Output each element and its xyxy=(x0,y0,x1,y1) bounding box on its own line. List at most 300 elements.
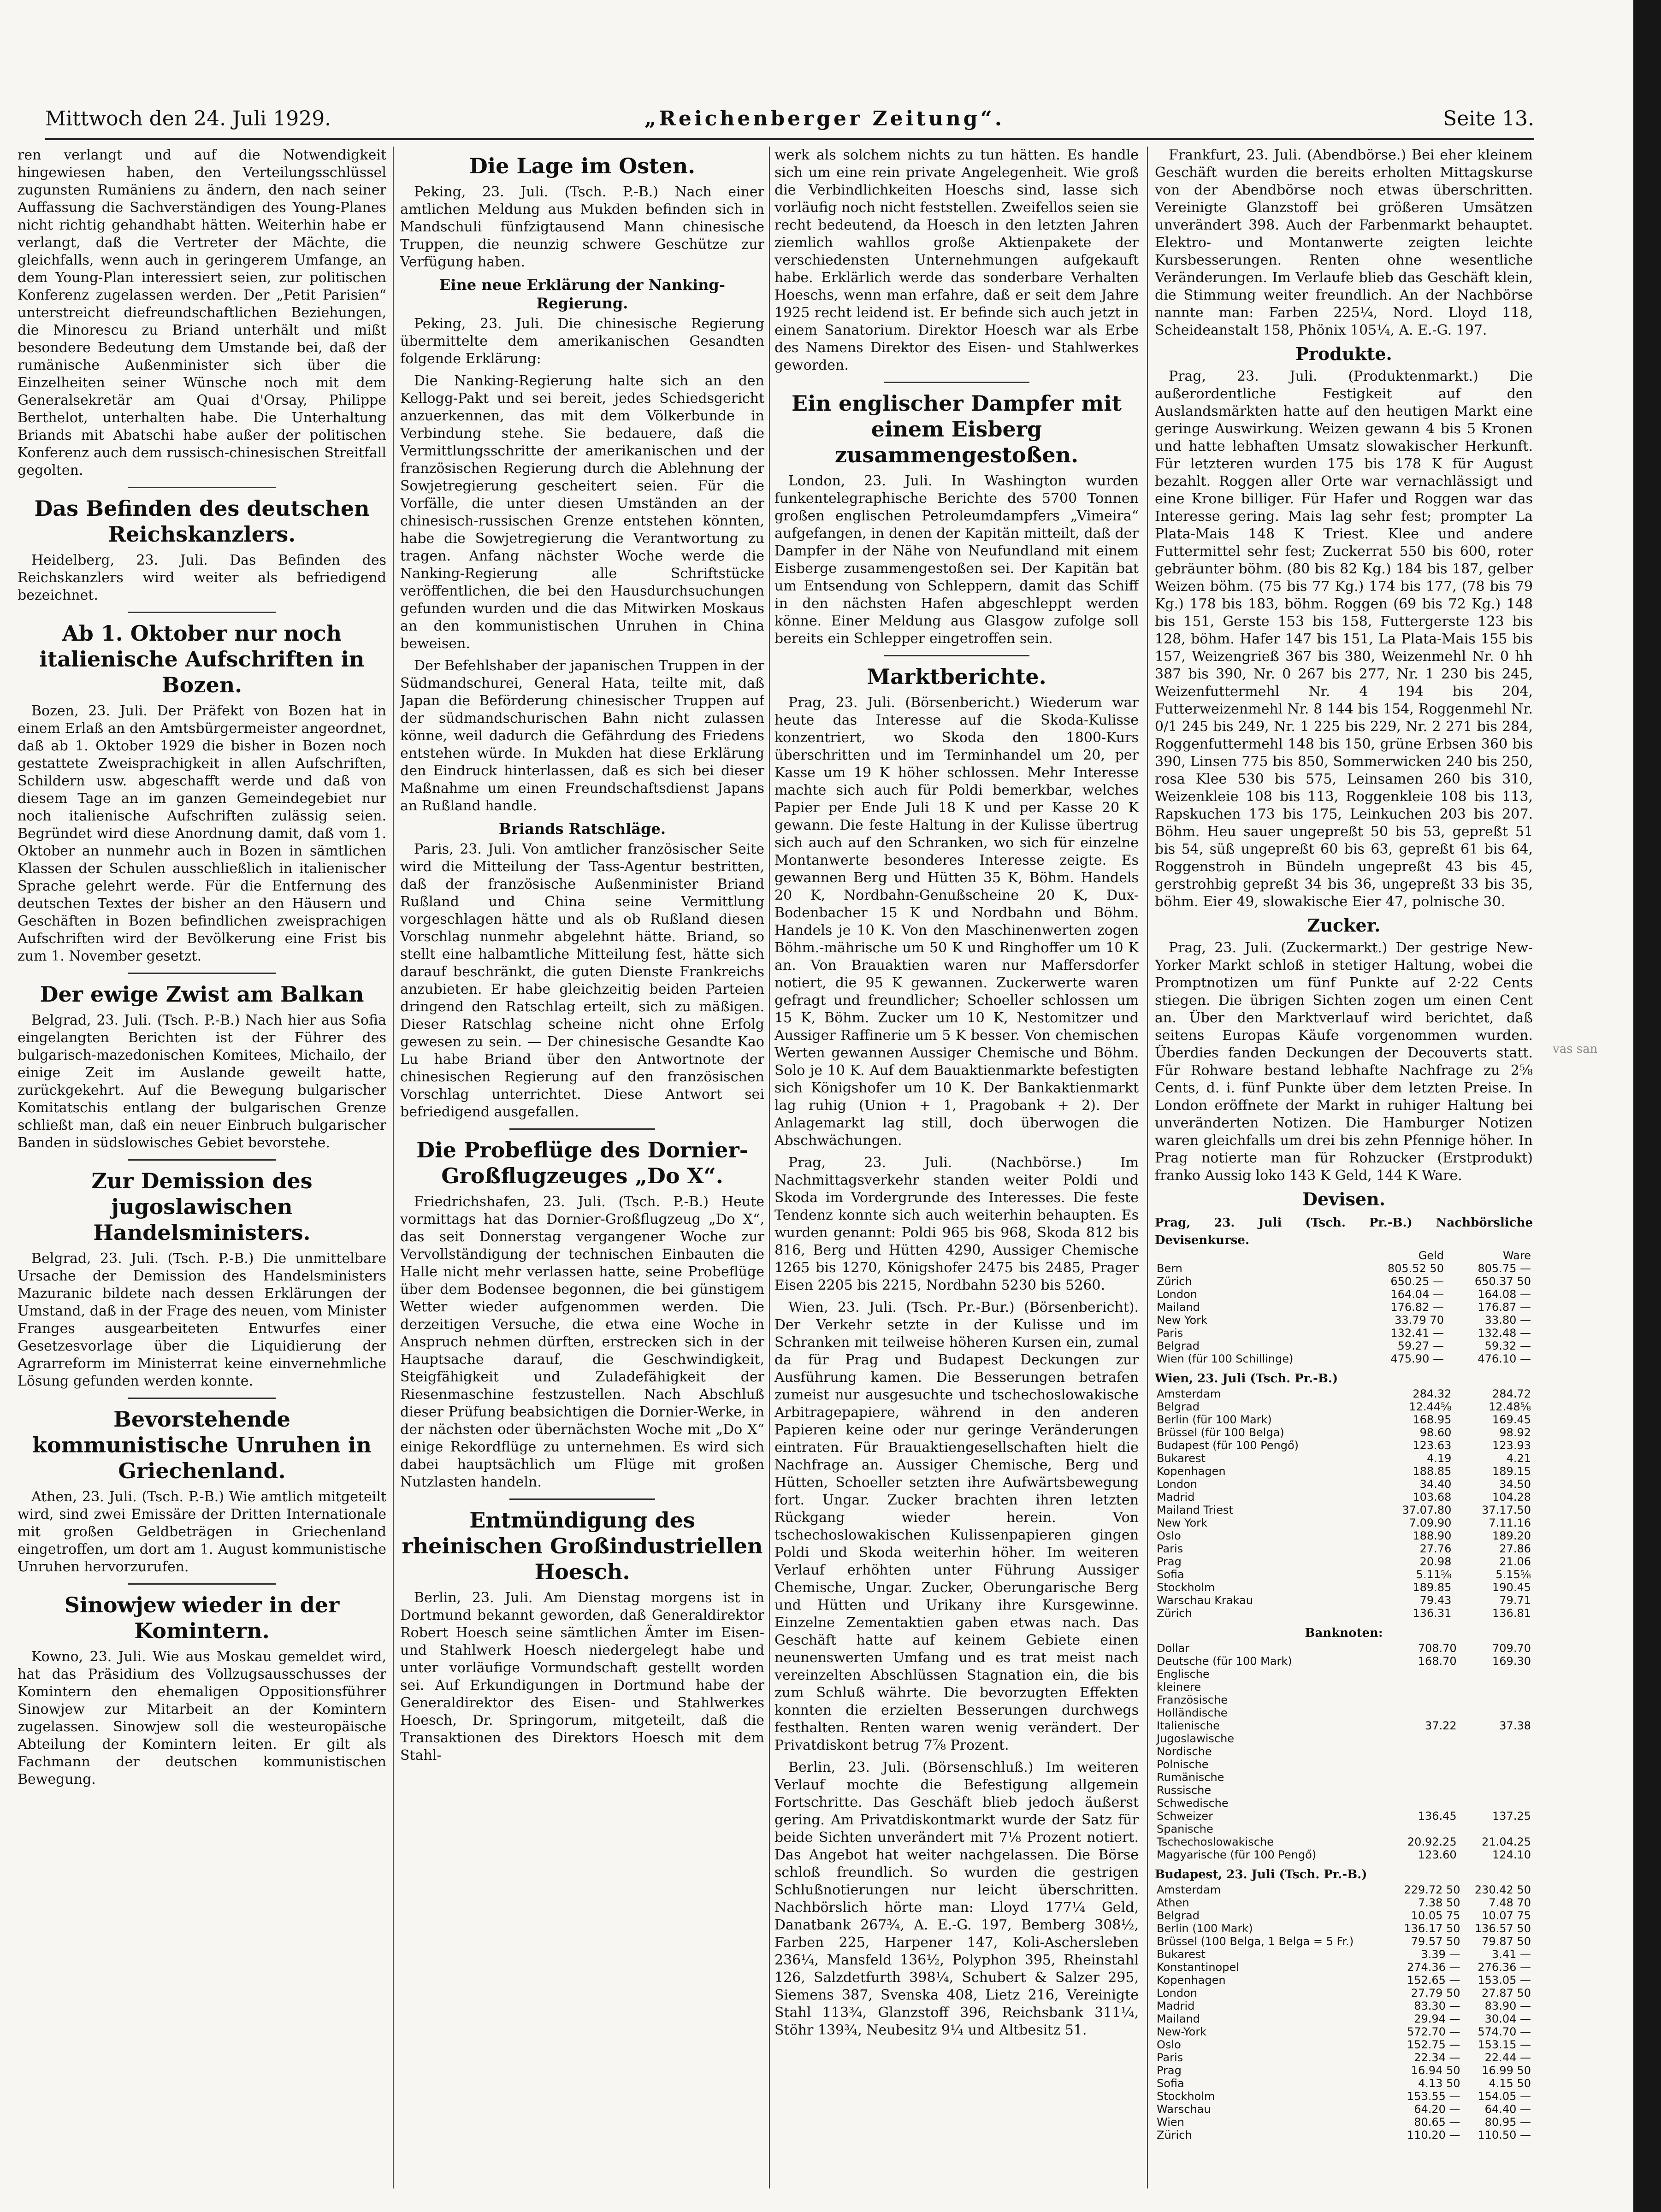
table-row xyxy=(1155,2025,1533,2038)
currency-name: Paris xyxy=(1157,1542,1183,1555)
rate-ware xyxy=(1459,1668,1533,1681)
rate-geld: 10.05 75 xyxy=(1411,1909,1460,1922)
rate-ware: 476.10 — xyxy=(1478,1352,1531,1365)
currency-name: Warschau xyxy=(1157,2103,1211,2116)
rate-geld xyxy=(1384,1797,1458,1810)
table-row xyxy=(1155,1413,1533,1426)
rate-ware: 154.05 — xyxy=(1478,2090,1531,2103)
currency-name: Wien (für 100 Schillinge) xyxy=(1157,1352,1294,1365)
table-row xyxy=(1155,1607,1533,1620)
currency-name: Bukarest xyxy=(1157,1948,1206,1961)
currency-name: Bukarest xyxy=(1157,1452,1206,1465)
table-row xyxy=(1155,1784,1533,1797)
rate-geld: 20.98 xyxy=(1419,1555,1452,1568)
rate-ware: 80.95 — xyxy=(1484,2116,1531,2129)
rate-ware: 4.15 50 xyxy=(1489,2077,1531,2090)
rate-geld: 29.94 — xyxy=(1414,2012,1460,2025)
table-row xyxy=(1155,1581,1533,1594)
rate-ware xyxy=(1459,1681,1533,1693)
currency-name: Belgrad xyxy=(1157,1339,1200,1352)
rate-ware: 79.87 50 xyxy=(1482,1935,1531,1948)
table-row xyxy=(1155,1823,1533,1835)
currency-name: Wien xyxy=(1157,2116,1184,2129)
rate-ware: 33.80 — xyxy=(1484,1314,1531,1327)
article-continuation: werk als solchem nichts zu tun hätten. Es handle sich um eine rein private Angelegenheit. Wie groß die Verbindlichkeiten Hoeschs sind, lasse sich vorläufig noch nicht feststellen. Zweifellos seien sie recht bedeutend, da Hoesch in den letzten Jahren ziemlich wahllos große Aktienpakete der verschiedensten Unternehmungen aufgekauft habe. Erklärlich werde das sonderbare Verhalten Hoeschs, wenn man erfahre, daß er seit dem Jahre 1925 recht leidend ist. Er befinde sich auch jetzt in einem Sanatorium. Direktor Hoesch war als Erbe des Namens Direktor des Eisen- und Stahlwerkes geworden. xyxy=(774,147,1139,373)
table-row xyxy=(1155,1491,1533,1504)
rate-geld: 22.34 — xyxy=(1414,2051,1460,2064)
separator xyxy=(509,1128,655,1130)
currency-name: Amsterdam xyxy=(1157,1387,1221,1400)
currency-name: Französische xyxy=(1157,1693,1228,1706)
rate-geld: 572.70 — xyxy=(1407,2025,1460,2038)
currency-name: Belgrad xyxy=(1157,1909,1200,1922)
rate-geld xyxy=(1384,1784,1458,1797)
rate-geld: 176.82 — xyxy=(1390,1301,1444,1314)
rate-ware: 37.38 xyxy=(1499,1719,1531,1732)
rate-geld: 284.32 xyxy=(1413,1387,1452,1400)
table-body xyxy=(1155,1883,1533,2141)
currency-name: Zürich xyxy=(1157,1275,1192,1288)
table-row xyxy=(1155,1275,1533,1288)
table-row xyxy=(1155,1896,1533,1909)
rates-table-banknoten xyxy=(1155,1642,1533,1861)
headline-zucker: Zucker. xyxy=(1307,915,1381,936)
rate-ware: 64.40 — xyxy=(1484,2103,1531,2116)
rate-ware: 132.48 — xyxy=(1478,1327,1531,1339)
table-row xyxy=(1155,1426,1533,1439)
article-body: London, 23. Juli. In Washington wurden funkentelegraphische Berichte des 5700 Tonnen großen englischen Petroleumdampfers „Vimeira“ aufgefangen, in denen der Kapitän mitteilt, daß der Dampfer in der Nähe von Neufundland mit einem Eisberge zusammengestoßen sei. Der Kapitän bat um Entsendung von Schleppern, damit das Schiff in den nächsten Hafen abgeschleppt werden könne. Einer Meldung aus Glasgow zufolge soll bereits ein Schlepper eingetroffen sein. xyxy=(774,473,1139,647)
table-row xyxy=(1155,1642,1533,1655)
rate-ware: 5.15⅝ xyxy=(1495,1568,1531,1581)
table-row xyxy=(1155,1719,1533,1732)
table-header-row xyxy=(1155,1249,1533,1262)
rate-ware: 21.04.25 xyxy=(1482,1835,1531,1848)
currency-name: Tschechoslowakische xyxy=(1157,1835,1274,1848)
rate-geld xyxy=(1384,1758,1458,1771)
table-row xyxy=(1155,1555,1533,1568)
table-row xyxy=(1155,1732,1533,1745)
rate-geld: 80.65 — xyxy=(1414,2116,1460,2129)
table-row xyxy=(1155,1655,1533,1668)
currency-name: Polnische xyxy=(1157,1758,1209,1771)
currency-name: Konstantinopel xyxy=(1157,1961,1239,1974)
rate-ware: 169.30 xyxy=(1492,1655,1531,1668)
article-body: Peking, 23. Juli. (Tsch. P.-B.) Nach einer amtlichen Meldung aus Mukden befinden sich in Mandschuli fünfzigtausend Mann chinesische Truppen, die neunzig schwere Geschütze zur Verfügung haben. xyxy=(400,184,764,270)
scan-edge-right xyxy=(1633,0,1661,2212)
rate-ware: 21.06 xyxy=(1499,1555,1531,1568)
rate-geld: 153.55 — xyxy=(1407,2090,1460,2103)
rate-geld: 79.57 50 xyxy=(1411,1935,1460,1948)
rate-ware: 176.87 — xyxy=(1478,1301,1531,1314)
rate-ware: 137.25 xyxy=(1492,1810,1531,1823)
rate-geld: 168.70 xyxy=(1418,1655,1457,1668)
currency-name: London xyxy=(1157,1478,1197,1491)
headline-dornier: Die Probeflüge des Dornier-Großflugzeuges „Do X“. xyxy=(416,1138,748,1188)
article-body: Athen, 23. Juli. (Tsch. P.-B.) Wie amtlich mitgeteilt wird, sind zwei Emissäre der Dritten Internationale mit großen Geldbeträgen in Griechenland eingetroffen, um dort am 1. August kommunistische Unruhen hervorzurufen. xyxy=(18,1489,386,1575)
market-report: Wien, 23. Juli. (Tsch. Pr.-Bur.) (Börsenbericht). Der Verkehr setzte in der Kulisse und im Schranken mit teilweise höheren Kursen ein, zumal da für Prag und Budapest Deckungen zur Ausführung kamen. Die Besserungen betrafen zumeist nur ausgesuchte und tschechoslowakische Arbitragepapiere, während in den anderen Papieren keine oder nur geringe Veränderungen eintraten. Für Brauaktiengesellschaften hielt die Nachfrage an. Aussiger Chemische, Berg und Hütten, Schoeller setzten ihre Aufwärtsbewegung fort. Ungar. Zucker brachten ihren letzten Rückgang wieder herein. Von tschechoslowakischen Kulissenpapieren gingen Poldi und Skoda weiterhin höher. Im weiteren Verlauf erhöhten unter Führung Aussiger Chemische, Ungar. Zucker, Oberungarische Berg und Hütten und Urikany ihre Kursgewinne. Einzelne Zementaktien gaben etwas nach. Das Geschäft hatte auf keinem Gebiete einen neunenswerten Umfang und es trat meist nach vereinzelten Abschlüssen Stagnation ein, die bis zum Schluß währte. Die bevorzugten Effekten konnten die erzielten Besserungen durchwegs festhalten. Renten waren wenig verändert. Der Privatdiskont betrug 7⅞ Prozent. xyxy=(774,1299,1139,1753)
rates-table-budapest xyxy=(1155,1883,1533,2141)
article-body: Peking, 23. Juli. Die chinesische Regierung übermittelte dem amerikanischen Gesandten folgende Erklärung: xyxy=(400,316,764,367)
table-row xyxy=(1155,1439,1533,1452)
table-title-banknoten: Banknoten: xyxy=(1305,1626,1383,1640)
currency-name: Deutsche (für 100 Mark) xyxy=(1157,1655,1292,1668)
separator xyxy=(128,1159,276,1161)
rate-geld: 123.60 xyxy=(1418,1848,1457,1861)
currency-name: Spanische xyxy=(1157,1823,1213,1835)
table-row xyxy=(1155,1314,1533,1327)
table-row xyxy=(1155,1387,1533,1400)
rate-geld: 34.40 xyxy=(1419,1478,1452,1491)
table-row xyxy=(1155,1465,1533,1478)
table-title-prag: Prag, 23. Juli (Tsch. Pr.-B.) Nachbörsliche Devisenkurse. xyxy=(1155,1216,1533,1247)
subheadline-briand: Briands Ratschläge. xyxy=(499,820,666,838)
table-title-budapest: Budapest, 23. Juli (Tsch. Pr.-B.) xyxy=(1155,1868,1367,1882)
header-page-number: Seite 13. xyxy=(1443,107,1534,130)
table-title-wien: Wien, 23. Juli (Tsch. Pr.-B.) xyxy=(1155,1372,1338,1386)
currency-name: Kopenhagen xyxy=(1157,1974,1226,1987)
rate-geld xyxy=(1384,1681,1458,1693)
table-header: Geld xyxy=(1418,1249,1444,1262)
currency-name: Dollar xyxy=(1157,1642,1190,1655)
table-row xyxy=(1155,1706,1533,1719)
table-row xyxy=(1155,1400,1533,1413)
currency-name: New York xyxy=(1157,1314,1207,1327)
rate-ware: 805.75 — xyxy=(1478,1262,1531,1275)
currency-name: Mailand xyxy=(1157,1301,1200,1314)
table-row xyxy=(1155,2103,1533,2116)
table-row xyxy=(1155,2012,1533,2025)
table-row xyxy=(1155,1974,1533,1987)
table-row xyxy=(1155,1339,1533,1352)
rate-geld: 7.38 50 xyxy=(1418,1896,1460,1909)
market-report: Frankfurt, 23. Juli. (Abendbörse.) Bei eher kleinem Geschäft wurden die bereits erholten Mittagskurse von der Abendbörse noch etwas überschritten. Vereinigte Glanzstoff bei größeren Umsätzen unverändert 398. Auch der Farbenmarkt behauptet. Elektro- und Montanwerte zeigten leichte Kursbesserungen. Renten ohne wesentliche Veränderungen. Im Verlaufe blieb das Geschäft klein, die Stimmung weiter freundlich. An der Nachbörse nannte man: Farben 225¼, Nord. Lloyd 118, Scheideanstalt 158, Phönix 105¼, A. E.-G. 197. xyxy=(1155,147,1533,338)
table-body xyxy=(1155,1642,1533,1861)
rate-ware: 136.81 xyxy=(1492,1607,1531,1620)
currency-name: Warschau Krakau xyxy=(1157,1594,1253,1607)
currency-name: Prag xyxy=(1157,2064,1182,2077)
table-row xyxy=(1155,1935,1533,1948)
separator xyxy=(128,487,276,488)
table-row xyxy=(1155,1327,1533,1339)
rate-geld: 136.45 xyxy=(1418,1810,1457,1823)
rate-ware: 7.48 70 xyxy=(1489,1896,1531,1909)
rate-geld: 5.11⅝ xyxy=(1416,1568,1452,1581)
article-continuation: ren verlangt und auf die Notwendigkeit hingewiesen haben, den Verteilungsschlüssel zugunsten Rumäniens zu ändern, den nach seiner Auffassung die Sachverständigen des Young-Planes nicht richtig gehandhabt hätten. Weiterhin habe er verlangt, daß die Vertreter der Mächte, die gleichfalls, wenn auch in geringerem Umfange, an dem Young-Plan interessiert seien, zur politischen Konferenz zugelassen werden. Der „Petit Parisien“ unterstreicht diefreundschaftlichen Beziehungen, die Minorescu zu Briand unterhält und mißt besondere Bedeutung dem Umstande bei, daß der rumänische Außenminister sich über die Einzelheiten seiner Wünsche noch mit dem Generalsekretär am Quai d'Orsay, Philippe Berthelot, unterhalten habe. Die Unterhaltung Briands mit Abatschi habe außer der politischen Konferenz auch dem russisch-chinesischen Streitfall gegolten. xyxy=(18,147,386,478)
rate-ware: 104.28 xyxy=(1492,1491,1531,1504)
header-date: Mittwoch den 24. Juli 1929. xyxy=(45,107,331,130)
rate-geld: 168.95 xyxy=(1413,1413,1452,1426)
table-row xyxy=(1155,1262,1533,1275)
rate-geld: 27.76 xyxy=(1419,1542,1452,1555)
currency-name: Russische xyxy=(1157,1784,1212,1797)
table-row xyxy=(1155,1478,1533,1491)
headline-griechenland: Bevorstehende kommunistische Unruhen in Griechenland. xyxy=(32,1407,372,1483)
currency-name: London xyxy=(1157,1987,1197,2000)
separator xyxy=(509,1498,655,1500)
article-body: Bozen, 23. Juli. Der Präfekt von Bozen hat in einem Erlaß an den Amtsbürgermeister angeordnet, daß ab 1. Oktober 1929 die bisher in Bozen noch gestattete Zweisprachigkeit in allen Aufschriften, Schildern usw. abgeschafft werde und daß von diesem Tage an im ganzen Gemeindegebiet nur noch italienische Aufschriften zulässig seien. Begründet wird diese Anordnung damit, daß vom 1. Oktober an nunmehr auch in Bozen in sämtlichen Klassen der Schulen ausschließlich in italienischer Sprache gelehrt werde. Für die Entfernung des deutschen Textes der bisher an den Häusern und Geschäften in Bozen befindlichen zweisprachigen Aufschriften wird der Bevölkerung eine Frist bis zum 1. November gesetzt. xyxy=(18,703,386,964)
table-row xyxy=(1155,1745,1533,1758)
rate-geld: 37.07.80 xyxy=(1402,1504,1452,1516)
rate-ware xyxy=(1459,1784,1533,1797)
currency-name: Berlin (für 100 Mark) xyxy=(1157,1413,1272,1426)
rate-geld: 110.20 — xyxy=(1407,2129,1460,2141)
rate-geld: 805.52 50 xyxy=(1387,1262,1444,1275)
table-row xyxy=(1155,1848,1533,1861)
rate-geld: 4.13 50 xyxy=(1418,2077,1460,2090)
currency-name: Belgrad xyxy=(1157,1400,1200,1413)
article-body: Belgrad, 23. Juli. (Tsch. P.-B.) Die unmittelbare Ursache der Demission des Handelsministers Mazuranic bildete nach dessen Erklärungen der Umstand, daß in der Frage des neuen, vom Minister Franges ausgearbeiteten Entwurfes einer Gesetzesvorlage über die Liquidierung der Agrarreform im Ministerrat keine einvernehmliche Lösung gefunden werden konnte. xyxy=(18,1251,386,1389)
rate-ware: 124.10 xyxy=(1492,1848,1531,1861)
table-row xyxy=(1155,1693,1533,1706)
rate-ware: 574.70 — xyxy=(1478,2025,1531,2038)
rate-ware: 98.92 xyxy=(1499,1426,1531,1439)
table-row xyxy=(1155,1516,1533,1529)
rate-geld: 152.75 — xyxy=(1407,2038,1460,2051)
rate-geld: 16.94 50 xyxy=(1411,2064,1460,2077)
rate-ware: 3.41 — xyxy=(1491,1948,1531,1961)
rate-ware: 59.32 — xyxy=(1484,1339,1531,1352)
separator xyxy=(884,655,1029,656)
separator xyxy=(128,1398,276,1399)
rate-geld: 475.90 — xyxy=(1390,1352,1444,1365)
rates-table-prag xyxy=(1155,1249,1533,1365)
rate-geld: 103.68 xyxy=(1413,1491,1452,1504)
article-body: Belgrad, 23. Juli. (Tsch. P.-B.) Nach hier aus Sofia eingelangten Berichten ist der Führer des bulgarisch-mazedonischen Komitees, Michailo, der einige Zeit im Auslande geweilt hatte, zurückgekehrt. Auf die Bewegung bulgarischer Komitatschis entlang der bulgarischen Grenze schließt man, daß ein neuer Einbruch bulgarischer Banden in südslowisches Gebiet bevorstehe. xyxy=(18,1012,386,1151)
currency-name: Madrid xyxy=(1157,2000,1195,2012)
rate-geld: 20.92.25 xyxy=(1407,1835,1457,1848)
rate-ware: 136.57 50 xyxy=(1474,1922,1531,1935)
table-row xyxy=(1155,1301,1533,1314)
rate-ware: 164.08 — xyxy=(1478,1288,1531,1301)
article-body: Die Nanking-Regierung halte sich an den Kellogg-Pakt und sei bereit, jedes Schiedsgericht anzuerkennen, das mit dem Völkerbunde in Verbindung stehe. Sie bedauere, daß die Vermittlungsschritte der amerikanischen und der französischen Regierung durch die Ablehnung der Sowjetregierung gescheitert seien. Für die Vorfälle, die unter diesen Umständen an der chinesisch-russischen Grenze entstehen könnten, habe die Sowjetregierung die Verantwortung zu tragen. Anfang nächster Woche werde die Nanking-Regierung alle Schriftstücke veröffentlichen, die bei den Hausdurchsuchungen gefunden wurden und die das Mitwirken Moskaus an den kommunistischen Unruhen in China beweisen. xyxy=(400,373,764,652)
column-1 xyxy=(18,147,386,2188)
currency-name: Bern xyxy=(1157,1262,1182,1275)
rate-geld: 650.25 — xyxy=(1390,1275,1444,1288)
table-row xyxy=(1155,2090,1533,2103)
market-report: Prag, 23. Juli. (Nachbörse.) Im Nachmittagsverkehr standen weiter Poldi und Skoda im Vordergrunde des Interesses. Die feste Tendenz konnte sich auch weiterhin behaupten. Es wurden genannt: Poldi 965 bis 968, Skoda 812 bis 816, Berg und Hütten 4290, Aussiger Chemische 1265 bis 1270, Königshofer 2475 bis 2485, Prager Eisen 2205 bis 2215, Nordbahn 5230 bis 5260. xyxy=(774,1155,1139,1293)
column-2 xyxy=(400,147,764,2188)
rate-geld: 4.19 xyxy=(1426,1452,1452,1465)
table-row xyxy=(1155,1568,1533,1581)
rate-ware: 27.86 xyxy=(1499,1542,1531,1555)
rate-geld: 83.30 — xyxy=(1414,2000,1460,2012)
rate-ware: 7.11.16 xyxy=(1489,1516,1531,1529)
rate-ware: 79.71 xyxy=(1499,1594,1531,1607)
table-row xyxy=(1155,1288,1533,1301)
rate-geld: 3.39 — xyxy=(1421,1948,1460,1961)
market-report: Prag, 23. Juli. (Produktenmarkt.) Die außerordentliche Festigkeit auf den Auslandsmärkten hatte auf den heutigen Markt eine geringe Auswirkung. Weizen gewann 4 bis 5 Kronen und hatte lebhaften Umsatz slowakischer Herkunft. Für letzteren wurden 175 bis 178 K für August bezahlt. Roggen aller Orte war vernachlässigt und eine Krone billiger. Für Hafer und Roggen war das Interesse gering. Mais lag sehr fest; prompter La Plata-Mais 148 K Triest. Klee und andere Futtermittel sehr fest; Zuckerrat 550 bis 600, roter gebräunter böhm. (80 bis 82 Kg.) 184 bis 187, gelber Weizen böhm. (75 bis 77 Kg.) 174 bis 177, (78 bis 79 Kg.) 178 bis 183, böhm. Roggen (69 bis 72 Kg.) 148 bis 151, Gerste 153 bis 158, Futtergerste 123 bis 128, böhm. Hafer 147 bis 151, La Plata-Mais 155 bis 157, Weizengrieß 367 bis 380, Weizenmehl Nr. 0 hh 387 bis 390, Nr. 0 267 bis 277, Nr. 1 230 bis 245, Weizenfuttermehl Nr. 4 194 bis 204, Futterweizenmehl Nr. 8 144 bis 154, Roggenmehl Nr. 0/1 245 bis 249, Nr. 1 225 bis 229, Nr. 2 271 bis 284, Roggenfuttermehl 148 bis 150, grüne Erbsen 360 bis 390, Linsen 775 bis 850, Sommerwicken 240 bis 250, rosa Klee 530 bis 575, Leinsamen 260 bis 310, Weizenkleie 108 bis 113, Roggenkleie 108 bis 113, Rapskuchen 173 bis 175, Leinkuchen 203 bis 207. Böhm. Heu sauer ungepreßt 50 bis 53, gepreßt 51 bis 54, süß ungepreßt 60 bis 63, gepreßt 61 bis 64, Roggenstroh in Bündeln ungepreßt 43 bis 45, gerstrohbig gepreßt 34 bis 36, ungepreßt 33 bis 35, böhm. Eier 49, slowakische Eier 47, polnische 30. xyxy=(1155,368,1533,910)
currency-name: Paris xyxy=(1157,2051,1183,2064)
rate-ware: 83.90 — xyxy=(1484,2000,1531,2012)
currency-name: Nordische xyxy=(1157,1745,1212,1758)
headline-bozen: Ab 1. Oktober nur noch italienische Aufschriften in Bozen. xyxy=(39,621,365,697)
rate-geld: 188.85 xyxy=(1413,1465,1452,1478)
currency-name: Englische xyxy=(1157,1668,1210,1681)
rate-ware: 230.42 50 xyxy=(1474,1883,1531,1896)
rate-geld: 132.41 — xyxy=(1390,1327,1444,1339)
headline-demission: Zur Demission des jugoslawischen Handelsministers. xyxy=(91,1168,313,1245)
rate-ware: 169.45 xyxy=(1492,1413,1531,1426)
rate-geld xyxy=(1384,1745,1458,1758)
currency-name: Schweizer xyxy=(1157,1810,1213,1823)
currency-name: London xyxy=(1157,1288,1197,1301)
rate-ware: 27.87 50 xyxy=(1482,1987,1531,2000)
table-row xyxy=(1155,2051,1533,2064)
market-report: Berlin, 23. Juli. (Börsenschluß.) Im weiteren Verlauf mochte die Befestigung allgemein Fortschritte. Das Geschäft blieb jedoch äußerst gering. Am Privatdiskontmarkt wurde der Satz für beide Sichten unverändert mit 7⅛ Prozent notiert. Das Angebot hat weiter nachgelassen. Die Börse schloß freundlich. So wurden die gestrigen Schlußnotierungen nur leicht überschritten. Nachbörslich hörte man: Lloyd 177¼ Geld, Danatbank 267¾, A. E.-G. 197, Bemberg 308½, Farben 225, Harpener 147, Koli-Aschersleben 236¼, Mansfeld 136½, Polyphon 395, Rheinstahl 126, Salzdetfurth 398¼, Schubert & Salzer 295, Siemens 387, Svenska 408, Lietz 216, Vereinigte Stahl 113¾, Glanzstoff 396, Reichsbank 311¼, Stöhr 139¾, Neubesitz 9¼ und Altbesitz 51. xyxy=(774,1759,1139,2038)
rate-ware: 34.50 xyxy=(1499,1478,1531,1491)
currency-name: Amsterdam xyxy=(1157,1883,1221,1896)
rate-ware: 110.50 — xyxy=(1478,2129,1531,2141)
rate-ware: 153.05 — xyxy=(1478,1974,1531,1987)
currency-name: Prag xyxy=(1157,1555,1182,1568)
rate-geld: 37.22 xyxy=(1425,1719,1457,1732)
separator xyxy=(128,973,276,974)
table-body xyxy=(1155,1387,1533,1620)
rate-ware: 10.07 75 xyxy=(1482,1909,1531,1922)
rate-ware: 189.15 xyxy=(1492,1465,1531,1478)
rate-ware: 16.99 50 xyxy=(1482,2064,1531,2077)
currency-name: Mailand Triest xyxy=(1157,1504,1233,1516)
rate-ware xyxy=(1459,1745,1533,1758)
table-row xyxy=(1155,1835,1533,1848)
rate-geld: 64.20 — xyxy=(1414,2103,1460,2116)
headline-reichskanzler: Das Befinden des deutschen Reichskanzlers. xyxy=(34,496,370,547)
rate-ware: 22.44 — xyxy=(1484,2051,1531,2064)
rate-ware xyxy=(1459,1758,1533,1771)
rate-ware xyxy=(1459,1771,1533,1784)
currency-name: Paris xyxy=(1157,1327,1183,1339)
rate-ware: 12.48⅝ xyxy=(1489,1400,1531,1413)
rate-geld: 164.04 — xyxy=(1390,1288,1444,1301)
currency-name: Athen xyxy=(1157,1896,1189,1909)
rate-ware xyxy=(1459,1732,1533,1745)
margin-bleed-text: vas san xyxy=(1553,1042,1598,1056)
table-row xyxy=(1155,1668,1533,1681)
currency-name: kleinere xyxy=(1157,1681,1201,1693)
rate-geld: 188.90 xyxy=(1413,1529,1452,1542)
currency-name: Brüssel (für 100 Belga) xyxy=(1157,1426,1284,1439)
rate-geld: 189.85 xyxy=(1413,1581,1452,1594)
headline-marktberichte: Marktberichte. xyxy=(867,664,1046,689)
column-rule-2 xyxy=(769,147,770,2188)
separator xyxy=(128,612,276,613)
article-body: Kowno, 23. Juli. Wie aus Moskau gemeldet wird, hat das Präsidium des Vollzugsausschusses der Komintern den ehemaligen Oppositionsführer Sinowjew zur Mitarbeit an der Komintern zugelassen. Sinowjew soll die westeuropäische Abteilung der Komintern leiten. Er gilt als Fachmann der deutschen kommunistischen Bewegung. xyxy=(18,1649,386,1787)
column-4 xyxy=(1155,147,1533,2188)
headline-hoesch: Entmündigung des rheinischen Großindustriellen Hoesch. xyxy=(402,1508,763,1584)
table-row xyxy=(1155,2077,1533,2090)
rate-geld: 136.17 50 xyxy=(1404,1922,1460,1935)
article-body: Heidelberg, 23. Juli. Das Befinden des Reichskanzlers wird weiter als befriedigend bezeichnet. xyxy=(18,552,386,603)
table-row xyxy=(1155,1529,1533,1542)
rate-geld: 12.44⅝ xyxy=(1409,1400,1452,1413)
header-rule xyxy=(45,138,1534,140)
currency-name: Budapest (für 100 Pengő) xyxy=(1157,1439,1299,1452)
currency-name: Kopenhagen xyxy=(1157,1465,1226,1478)
table-row xyxy=(1155,1797,1533,1810)
table-row xyxy=(1155,1594,1533,1607)
column-rule-1 xyxy=(393,147,394,2188)
headline-balkan: Der ewige Zwist am Balkan xyxy=(40,982,364,1007)
table-row xyxy=(1155,1987,1533,2000)
rate-ware: 123.93 xyxy=(1492,1439,1531,1452)
header-paper-title: „Reichenberger Zeitung“. xyxy=(644,107,1005,130)
table-row xyxy=(1155,2000,1533,2012)
rate-geld xyxy=(1384,1732,1458,1745)
table-row xyxy=(1155,1542,1533,1555)
rate-geld: 7.09.90 xyxy=(1409,1516,1452,1529)
currency-name: Sofia xyxy=(1157,2077,1184,2090)
rate-geld xyxy=(1384,1706,1458,1719)
market-report: Prag, 23. Juli. (Zuckermarkt.) Der gestrige New-Yorker Markt schloß in stetiger Haltung, wobei die Promptnotizen um fünf Punkte auf 2·22 Cents stiegen. Die übrigen Sichten zogen um einen Cent an. Über den Marktverlauf wird berichtet, daß seitens Europas Käufe vorgenommen wurden. Überdies fanden Deckungen der Decouverts statt. Für Rohware bestand lebhafte Nachfrage zu 2⅝ Cents, d. i. fünf Punkte über dem letzten Preise. In London eröffnete der Markt in ruhiger Haltung bei unveränderten Notizen. Die Hamburger Notizen waren gleichfalls um drei bis zehn Pfennige höher. In Prag notierte man für Rohzucker (Erstprodukt) franko Aussig loko 143 K Geld, 144 K Ware. xyxy=(1155,940,1533,1184)
rate-geld xyxy=(1384,1693,1458,1706)
currency-name: New York xyxy=(1157,1516,1207,1529)
table-row xyxy=(1155,1909,1533,1922)
rate-geld: 708.70 xyxy=(1418,1642,1457,1655)
table-row xyxy=(1155,1352,1533,1365)
currency-name: Stockholm xyxy=(1157,2090,1215,2103)
rate-geld xyxy=(1384,1668,1458,1681)
rate-ware: 37.17.50 xyxy=(1482,1504,1531,1516)
headline-dampfer: Ein englischer Dampfer mit einem Eisberg zusammengestoßen. xyxy=(792,391,1122,467)
rate-geld: 136.31 xyxy=(1413,1607,1452,1620)
column-rule-3 xyxy=(1147,147,1148,2188)
page-header xyxy=(45,107,1534,135)
currency-name: Oslo xyxy=(1157,1529,1181,1542)
table-row xyxy=(1155,1810,1533,1823)
rate-geld: 152.65 — xyxy=(1407,1974,1460,1987)
rate-ware: 189.20 xyxy=(1492,1529,1531,1542)
currency-name: Rumänische xyxy=(1157,1771,1224,1784)
rate-ware: 190.45 xyxy=(1492,1581,1531,1594)
rate-geld: 79.43 xyxy=(1419,1594,1452,1607)
rate-ware: 709.70 xyxy=(1492,1642,1531,1655)
table-header xyxy=(1155,1249,1359,1262)
column-3 xyxy=(774,147,1139,2188)
rate-ware xyxy=(1459,1706,1533,1719)
currency-name: Mailand xyxy=(1157,2012,1200,2025)
table-row xyxy=(1155,1948,1533,1961)
separator xyxy=(128,1583,276,1585)
rate-ware: 284.72 xyxy=(1492,1387,1531,1400)
currency-name: Holländische xyxy=(1157,1706,1228,1719)
rate-geld: 274.36 — xyxy=(1407,1961,1460,1974)
table-body xyxy=(1155,1262,1533,1365)
currency-name: Sofia xyxy=(1157,1568,1184,1581)
table-row xyxy=(1155,1771,1533,1784)
table-row xyxy=(1155,1922,1533,1935)
currency-name: Madrid xyxy=(1157,1491,1195,1504)
rate-geld: 123.63 xyxy=(1413,1439,1452,1452)
rate-ware xyxy=(1459,1797,1533,1810)
rate-geld xyxy=(1384,1771,1458,1784)
currency-name: Jugoslawische xyxy=(1157,1732,1235,1745)
article-body: Friedrichshafen, 23. Juli. (Tsch. P.-B.) Heute vormittags hat das Dornier-Großflugzeug „Do X“, das seit Donnerstag vergangener Woche zur Vervollständigung der technischen Einbauten die Halle nicht mehr verlassen hatte, seine Probeflüge über dem Bodensee begonnen, die bei günstigem Wetter wieder aufgenommen werden. Die derzeitigen Versuche, die etwa eine Woche in Anspruch nehmen dürften, erstrecken sich in der Hauptsache darauf, die Geschwindigkeit, Steigfähigkeit und Zuladefähigkeit der Riesenmaschine festzustellen. Nach Abschluß dieser Prüfung beabsichtigen die Dornier-Werke, in der nächsten oder übernächsten Woche mit „Do X“ einige Rekordflüge zu unternehmen. Es wird sich dabei hauptsächlich um Flüge mit großen Nutzlasten handeln. xyxy=(400,1194,764,1490)
headline-sinowjew: Sinowjew wieder in der Komintern. xyxy=(64,1593,340,1643)
currency-name: Berlin (100 Mark) xyxy=(1157,1922,1253,1935)
table-row xyxy=(1155,1758,1533,1771)
currency-name: Magyarische (für 100 Pengő) xyxy=(1157,1848,1317,1861)
table-row xyxy=(1155,2064,1533,2077)
market-report: Prag, 23. Juli. (Börsenbericht.) Wiederum war heute das Interesse auf die Skoda-Kulisse konzentriert, wo Skoda den 1800-Kurs überschritten und im Terminhandel um 20, per Kasse um 19 K höher schlossen. Mehr Interesse machte sich auch für Poldi bemerkbar, welches Papier per Ende Juli 18 K und per Kasse 20 K gewann. Die feste Haltung in der Kulisse übertrug sich auch auf den Schranken, wo sich für einzelne Montanwerte besonderes Interesse zeigte. Es gewannen Berg und Hütten 35 K, Böhm. Handels 20 K, Nordbahn-Genußscheine 20 K, Dux-Bodenbacher 15 K und Nordbahn und Böhm. Handels je 10 K. Von den Maschinenwerten zogen Böhm.-mährische um 50 K und Ringhoffer um 10 K an. Von Brauaktien waren nur Maffersdorfer notiert, die 95 K gewannen. Zuckerwerte waren gefragt und freundlicher; Schoeller schlossen um 15 K, Böhm. Zucker um 10 K, Nestomitzer und Aussiger Raffinerie um 5 K besser. Von chemischen Werten gewannen Aussiger Chemische und Böhm. Solo je 10 K. Auf dem Bauaktienmarkte befestigten sich Königshofer um 10 K. Der Bankaktienmarkt lag ruhig (Union + 1, Pragobank + 2). Der Anlagemarkt lag still, doch überwogen die Abschwächungen. xyxy=(774,695,1139,1149)
rate-ware xyxy=(1459,1693,1533,1706)
table-row xyxy=(1155,1504,1533,1516)
table-row xyxy=(1155,1681,1533,1693)
currency-name: Oslo xyxy=(1157,2038,1181,2051)
rates-table-wien xyxy=(1155,1387,1533,1620)
rate-geld xyxy=(1384,1823,1458,1835)
table-row xyxy=(1155,2038,1533,2051)
article-body: Der Befehlshaber der japanischen Truppen in der Südmandschurei, General Hata, teilte mit, daß Japan die Beförderung chinesischer Truppen auf der südmandschurischen Bahn nicht zulassen könne, weil dadurch die Gefährdung des Friedens entstehen würde. In Mukden hat diese Erklärung den Eindruck hinterlassen, daß es sich bei dieser Maßnahme um einen Freundschaftsdienst Japans an Rußland handle. xyxy=(400,658,764,814)
